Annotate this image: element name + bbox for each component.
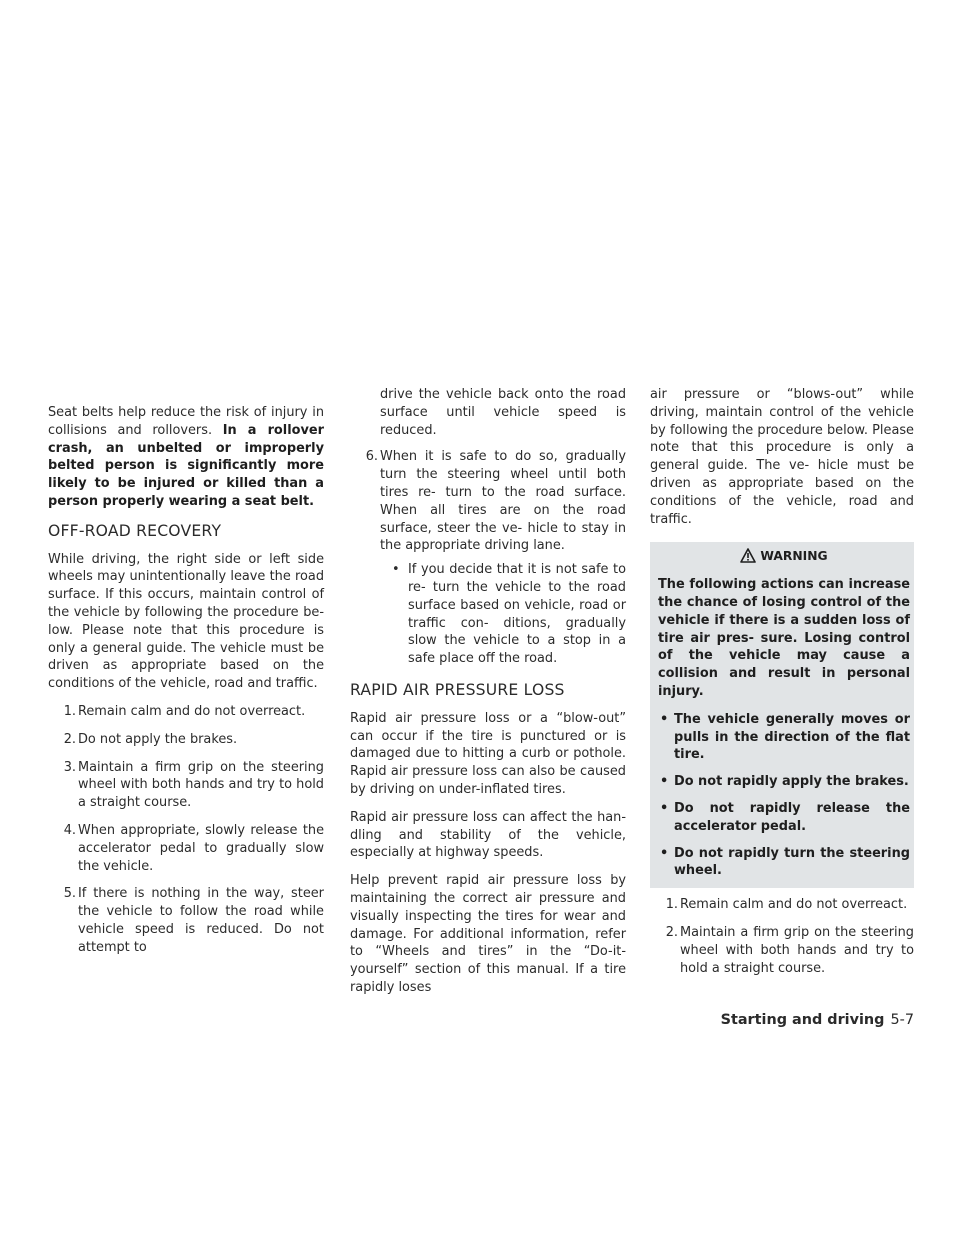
step-item: 1 . Remain calm and do not overreact.	[650, 896, 914, 914]
warning-item: • Do not rapidly turn the steering wheel.	[658, 845, 910, 881]
off-road-steps-continued	[350, 448, 626, 555]
column-3	[650, 386, 914, 987]
step-item: 1 . Remain calm and do not overreact.	[48, 703, 324, 721]
column-1	[48, 404, 324, 967]
warning-title: WARNING	[760, 549, 828, 564]
step-6-bullet: • If you decide that it is not safe to re- turn the vehicle to the road surface based on vehicle, road or traffic con- ditions, gradually slow the vehicle to a stop in a safe place off the road.	[380, 561, 626, 668]
off-road-recovery-heading: OFF-ROAD RECOVERY	[48, 521, 222, 540]
step-item: 2 . Maintain a firm grip on the steering wheel with both hands and try to hold a straight course.	[650, 924, 914, 977]
step-item: 5 . If there is nothing in the way, steer the vehicle to follow the road while vehicle speed is reduced. Do not attempt to	[48, 885, 324, 956]
rollover-warning-text: In a rollover crash, an unbelted or improperly belted person is significantly more likely to be injured or killed than a person properly wearing a seat belt.	[48, 422, 324, 509]
off-road-steps	[48, 703, 324, 957]
off-road-paragraph: While driving, the right side or left side wheels may unintentionally leave the road surface. If this occurs, maintain control of the vehicle by following the procedure be- low. Please note that this procedure is only a general guide. The vehicle must be driven as appropriate based on the conditions of the vehicle, road and traffic.	[48, 551, 324, 692]
step-5-continued: drive the vehicle back onto the road surface until vehicle speed is reduced.	[380, 387, 626, 438]
step-item: 3 . Maintain a firm grip on the steering wheel with both hands and try to hold a straight course.	[48, 759, 324, 812]
column-2	[350, 386, 626, 1007]
rapid-loss-paragraph-3: Help prevent rapid air pressure loss by maintaining the correct air pressure and visually inspecting the tires for wear and damage. For additional information, refer to “Wheels and tires” in the “Do-it-yourself” section of this manual. If a tire rapidly loses	[350, 873, 626, 995]
warning-header	[658, 548, 910, 566]
warning-box	[650, 542, 914, 888]
rapid-air-pressure-loss-heading: RAPID AIR PRESSURE LOSS	[350, 680, 565, 699]
page-number: 5-7	[890, 1012, 914, 1028]
step-item: 4 . When appropriate, slowly release the accelerator pedal to gradually slow the vehicle.	[48, 822, 324, 875]
step-item: 2 . Do not apply the brakes.	[48, 731, 324, 749]
warning-item: • The vehicle generally moves or pulls in the direction of the flat tire.	[658, 711, 910, 764]
intro-paragraph: Seat belts help reduce the risk of injury in collisions and rollovers. In a rollover crash, an unbelted or improperly belted person is significantly more likely to be injured or killed than a person properly wearing a seat belt.	[48, 405, 324, 509]
warning-item: • Do not rapidly apply the brakes.	[658, 773, 910, 791]
blowout-paragraph: air pressure or “blows-out” while driving, maintain control of the vehicle by following the procedure below. Please note that this procedure is only a general guide. The ve- hicle must be driven as appropriate based on the conditions of the vehicle, road and traffic.	[650, 387, 914, 527]
rapid-loss-paragraph-1: Rapid air pressure loss or a “blow-out” can occur if the tire is punctured or is damaged due to hitting a curb or pothole. Rapid air pressure loss can also be caused by driving on under-inflated tires.	[350, 710, 626, 797]
step-item: 6 . When it is safe to do so, gradually turn the steering wheel until both tires re- turn to the road surface. When all tires are on the road surface, steer the ve- hicle to stay in the appropriate driving lane.	[350, 448, 626, 555]
footer-section-title: Starting and driving	[720, 1012, 885, 1028]
warning-intro: The following actions can increase the chance of losing control of the vehicle if there is a sudden loss of tire air pres- sure. Losing control of the vehicle may cause a collision and result in personal injury.	[658, 577, 910, 699]
page-footer	[721, 1012, 914, 1028]
warning-triangle-icon	[740, 549, 760, 563]
blowout-steps	[650, 896, 914, 977]
warning-list	[658, 711, 910, 880]
rapid-loss-paragraph-2: Rapid air pressure loss can affect the han- dling and stability of the vehicle, especially at highway speeds.	[350, 809, 626, 861]
warning-item: • Do not rapidly release the accelerator pedal.	[658, 800, 910, 836]
